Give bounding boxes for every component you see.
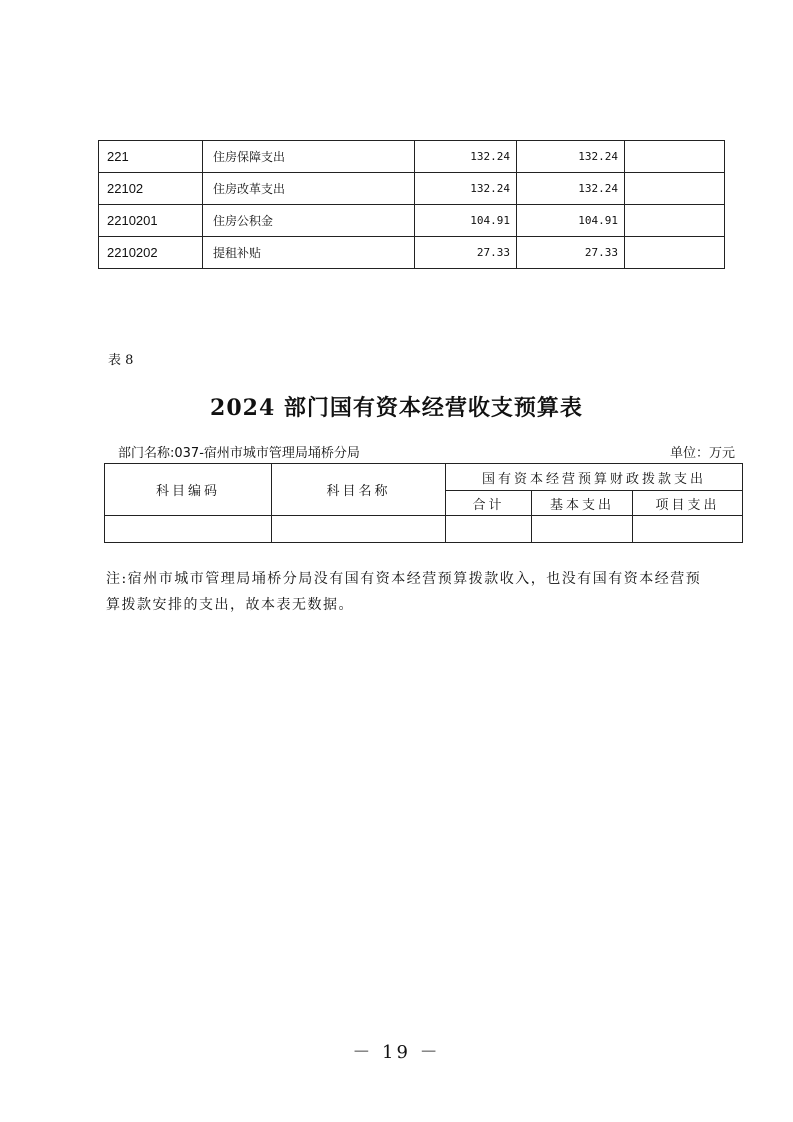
subject-code-cell: 221 [99,141,203,173]
subject-name-cell: 住房改革支出 [203,173,415,205]
project-cell [625,205,725,237]
empty-cell [272,516,446,543]
project-cell [625,141,725,173]
header-basic: 基本支出 [532,491,633,516]
page-title: 2024 部门国有资本经营收支预算表 [210,395,583,421]
table-row [99,237,725,269]
subject-name-cell: 住房保障支出 [203,141,415,173]
empty-cell [532,516,633,543]
unit-label: 单位：万元 [669,446,735,461]
empty-cell [105,516,272,543]
subject-name-cell: 提租补贴 [203,237,415,269]
project-cell [625,237,725,269]
expenditure-continuation-table [98,140,725,269]
empty-cell [633,516,743,543]
total-cell: 104.91 [415,205,517,237]
subject-code-cell: 22102 [99,173,203,205]
empty-cell [446,516,532,543]
subject-code-cell: 2210201 [99,205,203,237]
state-capital-budget-table [104,463,743,543]
table-row [99,205,725,237]
header-group-expenditure: 国有资本经营预算财政拨款支出 [446,464,743,491]
subject-name-cell: 住房公积金 [203,205,415,237]
header-subject-code: 科目编码 [105,464,272,516]
table-number: 表 8 [108,353,134,368]
basic-cell: 104.91 [517,205,625,237]
table-row [99,173,725,205]
basic-cell: 132.24 [517,173,625,205]
total-cell: 132.24 [415,173,517,205]
page-number: － 19 － [352,1042,441,1063]
total-cell: 27.33 [415,237,517,269]
header-project: 项目支出 [633,491,743,516]
header-total: 合计 [446,491,532,516]
subject-code-cell: 2210202 [99,237,203,269]
table-row [105,516,743,543]
basic-cell: 27.33 [517,237,625,269]
note-text: 注:宿州市城市管理局埇桥分局没有国有资本经营预算拨款收入，也没有国有资本经营预算拨款安排的支出，故本表无数据。 [106,571,702,613]
department-name: 部门名称:037-宿州市城市管理局埇桥分局 [118,446,360,461]
project-cell [625,173,725,205]
total-cell: 132.24 [415,141,517,173]
header-subject-name: 科目名称 [272,464,446,516]
table-row [99,141,725,173]
basic-cell: 132.24 [517,141,625,173]
